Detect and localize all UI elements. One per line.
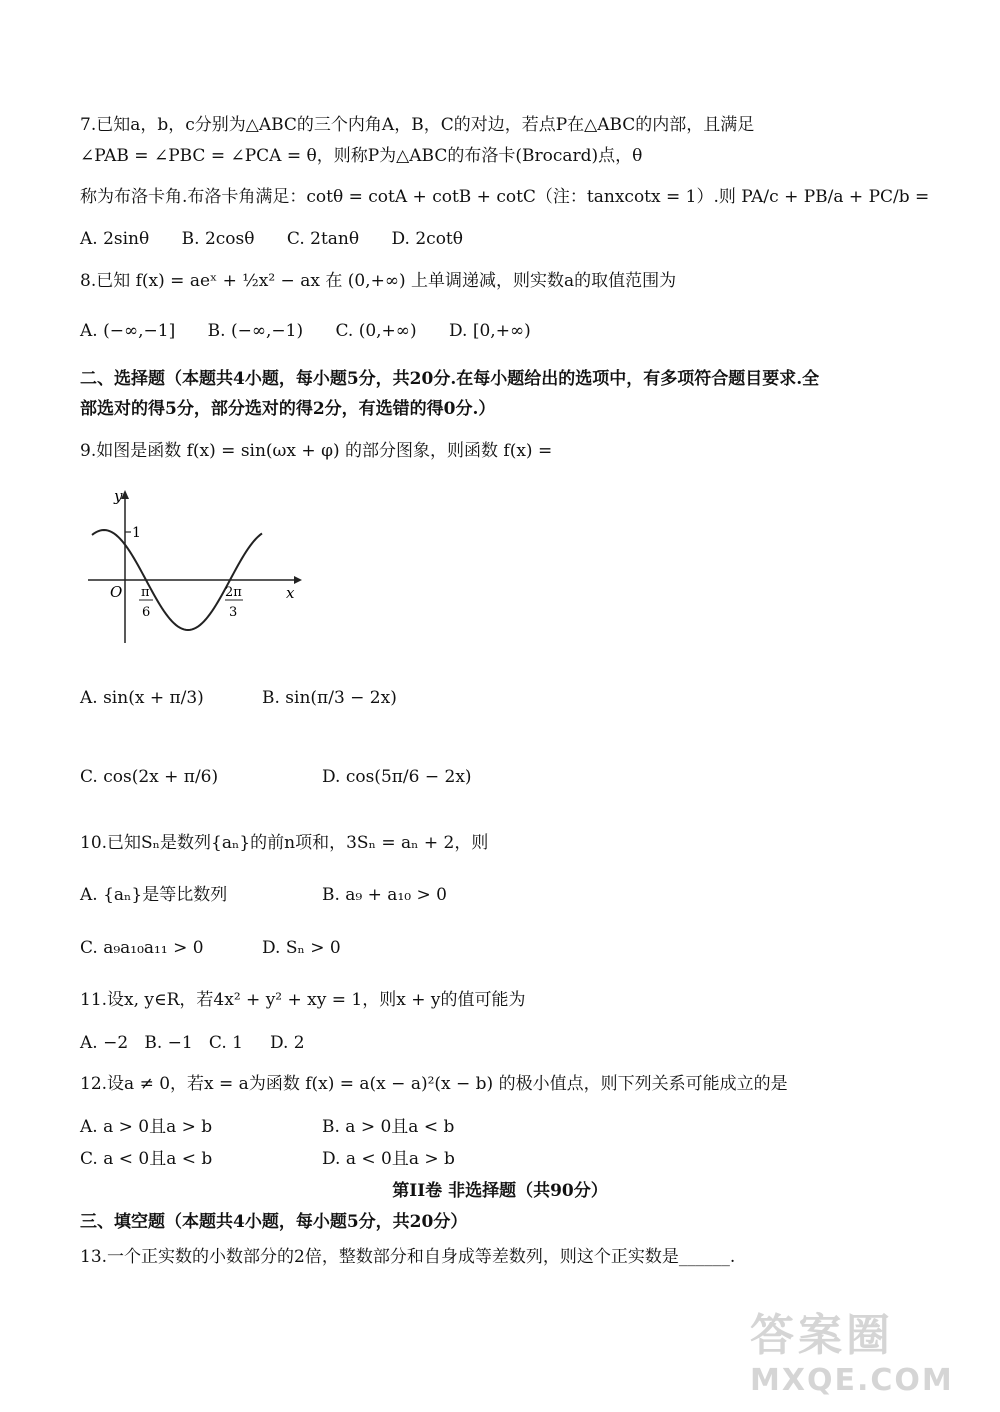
two-pi-over-3-denominator: 3 [229,605,238,620]
two-pi-over-3-numerator: 2π [225,585,242,600]
q10-option-b: B. a₉ + a₁₀ > 0 [322,885,447,905]
q10-stem: 10.已知Sₙ是数列{aₙ}的前n项和，3Sₙ = aₙ + 2，则 [80,833,489,853]
x-axis-arrow-icon [294,576,302,584]
origin-label: O [110,583,123,601]
q12-stem: 12.设a ≠ 0，若x = a为函数 f(x) = a(x − a)²(x − b) 的极小值点，则下列关系可能成立的是 [80,1074,788,1094]
q9-stem: 9.如图是函数 f(x) = sin(ωx + φ) 的部分图象，则函数 f(x) = [80,441,553,461]
y-axis-label: y [114,487,123,505]
q10-option-a: A. {aₙ}是等比数列 [80,885,228,905]
part2-title: 第II卷 非选择题（共90分） [392,1181,608,1201]
pi-over-6-denominator: 6 [142,605,151,620]
watermark-logo [750,1299,980,1398]
q9-function-graph [80,485,310,650]
watermark-top-text: 答案圈 [750,1310,894,1361]
q9-option-b: B. sin(π/3 − 2x) [262,688,397,708]
q11-options: A. −2 B. −1 C. 1 D. 2 [80,1033,305,1053]
q12-option-b: B. a > 0且a < b [322,1117,455,1137]
q7-line1: 7.已知a，b，c分别为△ABC的三个内角A，B，C的对边，若点P在△ABC的内部，且满足 [80,115,755,135]
q8-stem: 8.已知 f(x) = aeˣ + ½x² − ax 在 (0,+∞) 上单调递减，则实数a的取值范围为 [80,271,677,291]
section2-line1: 二、选择题（本题共4小题，每小题5分，共20分.在每小题给出的选项中，有多项符合题目要求.全 [80,369,820,389]
q7-options: A. 2sinθ B. 2cosθ C. 2tanθ D. 2cotθ [80,229,463,249]
q8-options: A. (−∞,−1] B. (−∞,−1) C. (0,+∞) D. [0,+∞) [80,321,531,341]
q7-line3: 称为布洛卡角.布洛卡角满足：cotθ = cotA + cotB + cotC（注：tanxcotx = 1）.则 PA/c + PB/a + PC/b = [80,187,930,207]
q12-option-a: A. a > 0且a > b [80,1117,213,1137]
section2-line2: 部选对的得5分，部分选对的得2分，有选错的得0分.） [80,399,496,419]
q10-option-d: D. Sₙ > 0 [262,938,341,958]
q12-option-d: D. a < 0且a > b [322,1149,455,1169]
x-axis-label: x [286,584,295,602]
section3-heading: 三、填空题（本题共4小题，每小题5分，共20分） [80,1212,468,1232]
watermark-bottom-text: MXQE.COM [750,1363,954,1398]
pi-over-6-numerator: π [141,585,150,600]
q12-option-c: C. a < 0且a < b [80,1149,213,1169]
y-one-label: 1 [132,525,141,541]
q10-option-c: C. a₉a₁₀a₁₁ > 0 [80,938,204,958]
q9-option-a: A. sin(x + π/3) [80,688,204,708]
q13-stem: 13.一个正实数的小数部分的2倍，整数部分和自身成等差数列，则这个正实数是______. [80,1247,736,1267]
q7-line2: ∠PAB = ∠PBC = ∠PCA = θ，则称P为△ABC的布洛卡(Brocard)点，θ [80,146,643,166]
q11-stem: 11.设x, y∈R，若4x² + y² + xy = 1，则x + y的值可能为 [80,990,526,1010]
q9-option-d: D. cos(5π/6 − 2x) [322,767,472,787]
q9-option-c: C. cos(2x + π/6) [80,767,219,787]
